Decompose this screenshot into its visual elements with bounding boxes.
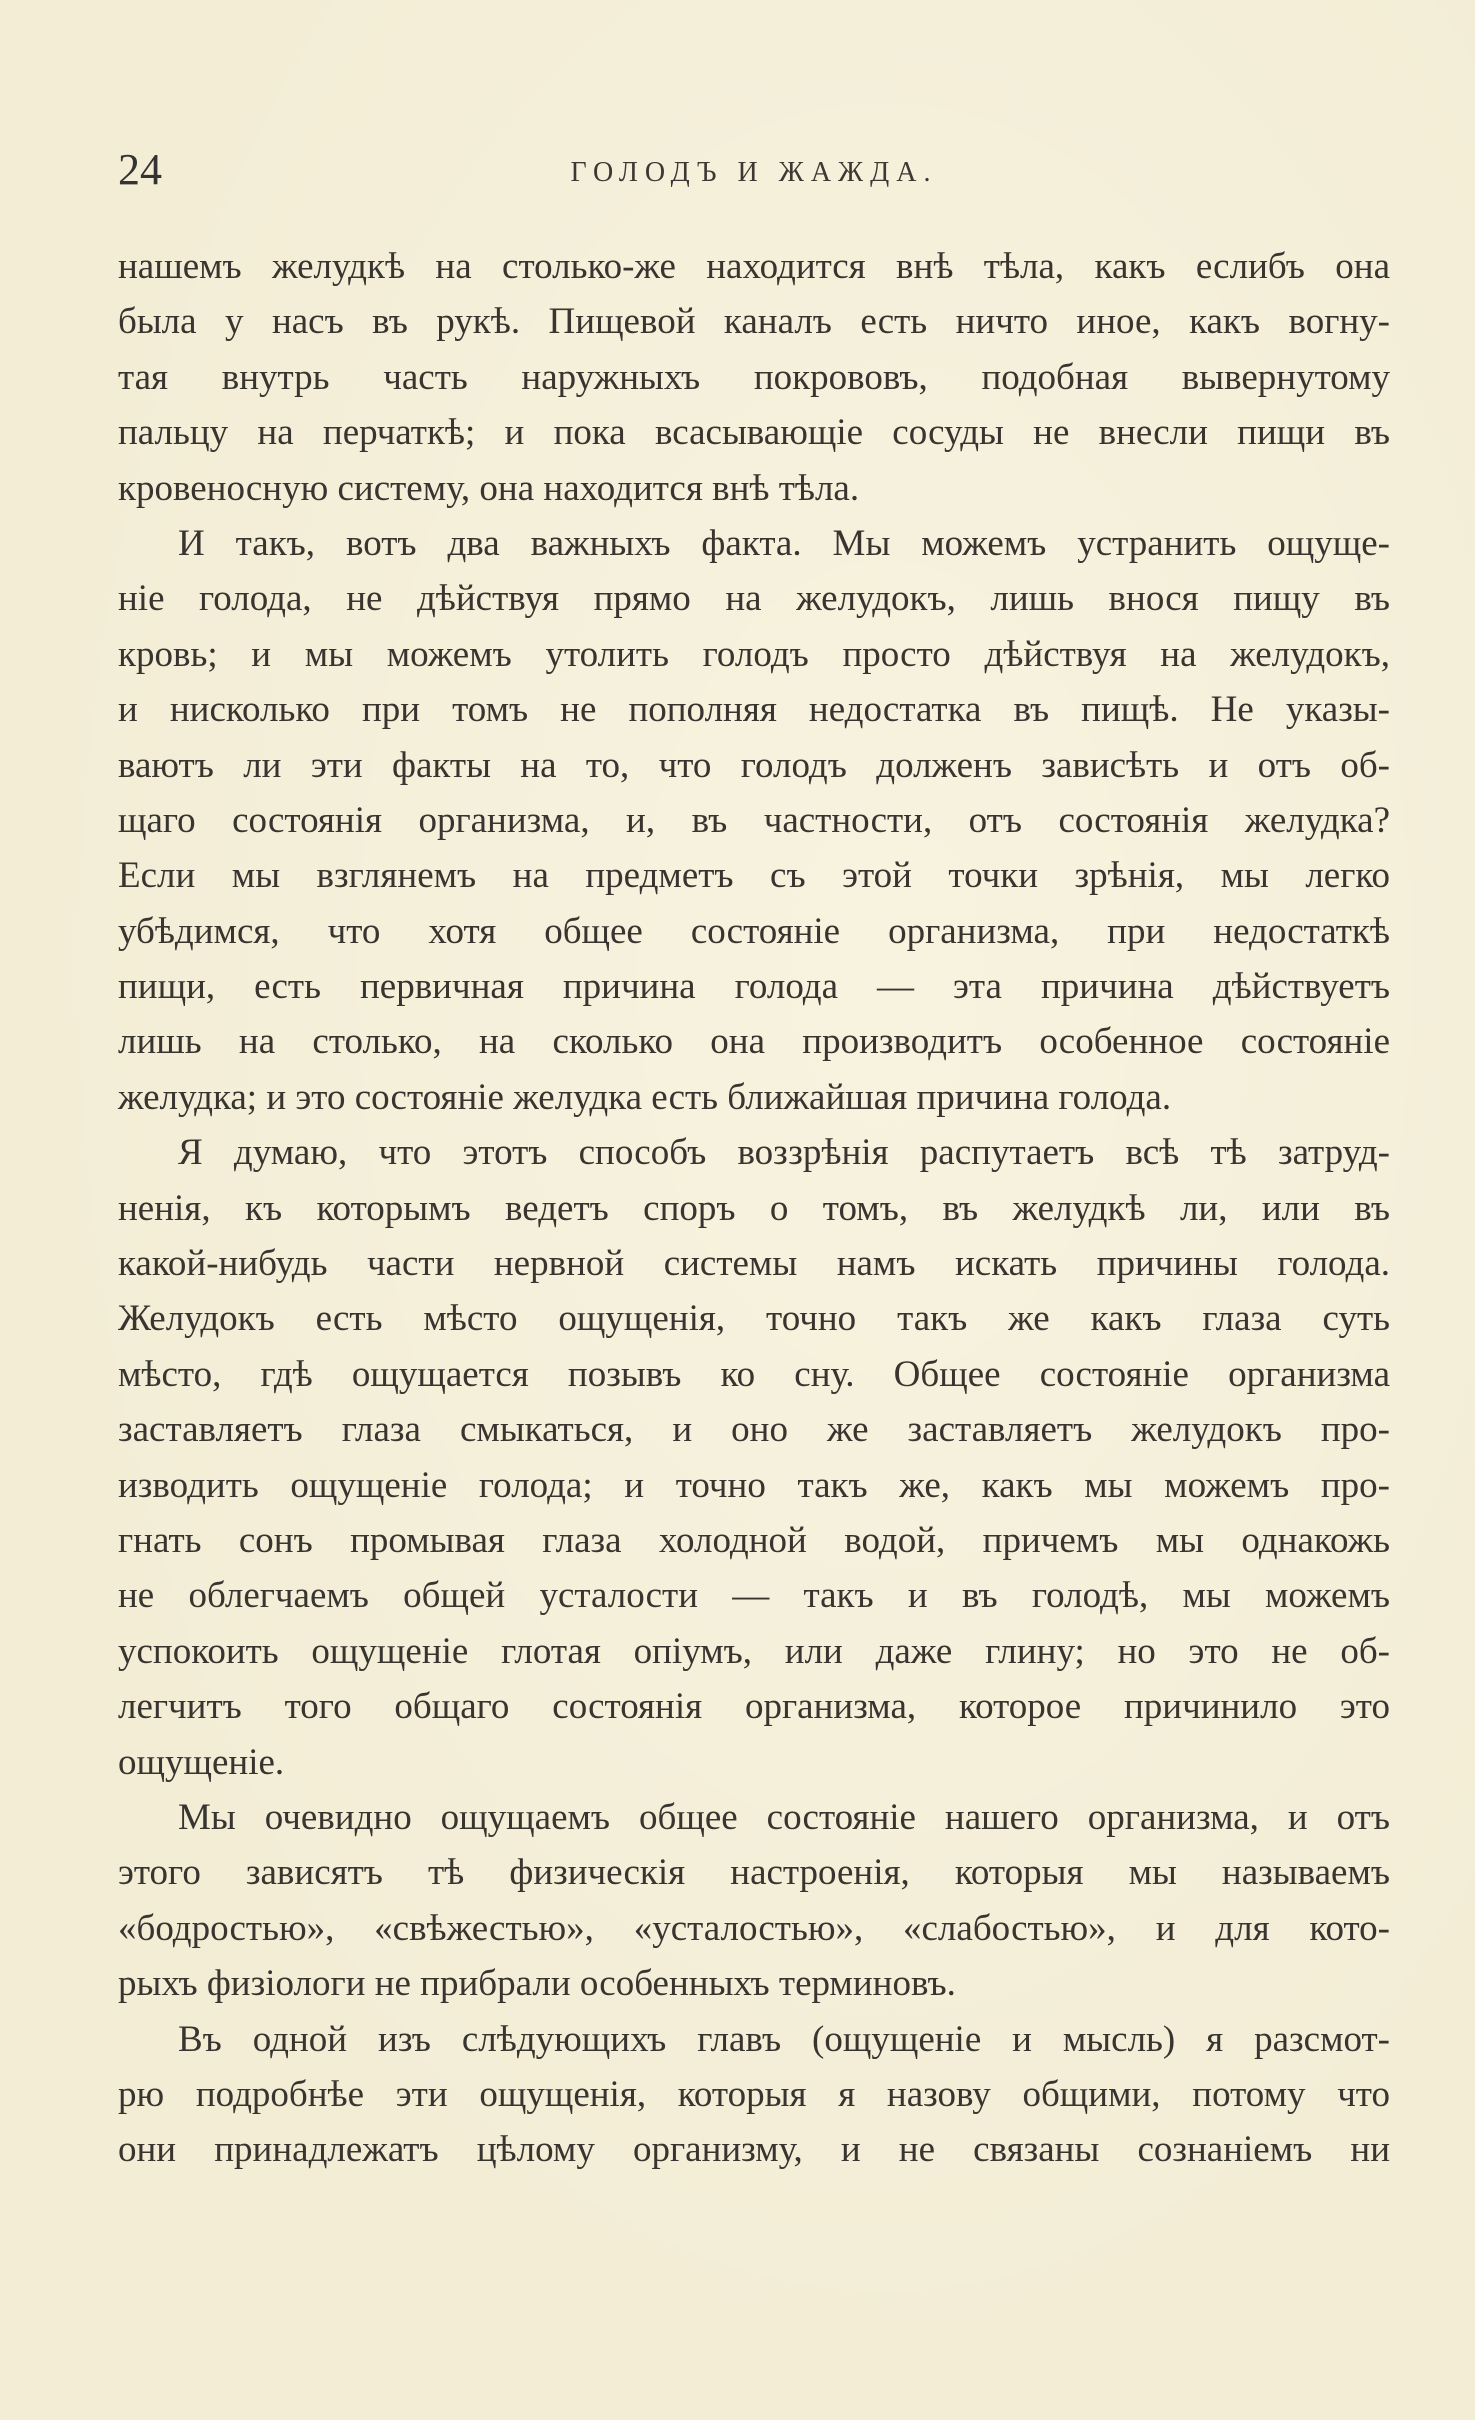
text-line: Я думаю, что этотъ способъ воззрѣнія распутаетъ всѣ тѣ затруд- (178, 1132, 1390, 1174)
text-line: Мы очевидно ощущаемъ общее состояніе нашего организма, и отъ (178, 1796, 1390, 1838)
text-line: ненія, къ которымъ ведетъ споръ о томъ, въ желудкѣ ли, или въ (118, 1187, 1390, 1229)
text-line: была у насъ въ рукѣ. Пищевой каналъ есть ничто иное, какъ вогну- (118, 301, 1390, 343)
text-line: желудка; и это состояніе желудка есть ближайшая причина голода. (118, 1076, 1172, 1118)
text-line: И такъ, вотъ два важныхъ факта. Мы можемъ устранить ощуще- (178, 522, 1390, 564)
text-line: успокоить ощущеніе глотая опіумъ, или даже глину; но это не об- (118, 1630, 1390, 1672)
text-line: «бодростью», «свѣжестью», «усталостью», «слабостью», и для кото- (118, 1907, 1390, 1949)
text-line: они принадлежатъ цѣлому организму, и не связаны сознаніемъ ни (118, 2129, 1390, 2171)
text-line: пищи, есть первичная причина голода — эта причина дѣйствуетъ (118, 966, 1390, 1008)
text-line: ніе голода, не дѣйствуя прямо на желудокъ, лишь внося пищу въ (118, 578, 1390, 620)
text-line: изводить ощущеніе голода; и точно такъ же, какъ мы можемъ про- (118, 1464, 1390, 1506)
text-line: убѣдимся, что хотя общее состояніе организма, при недостаткѣ (118, 910, 1390, 952)
text-line: рыхъ физіологи не прибрали особенныхъ терминовъ. (118, 1963, 956, 2005)
text-line: гнать сонъ промывая глаза холодной водой, причемъ мы однакожь (118, 1519, 1390, 1561)
body-text (118, 239, 1390, 2178)
page-number: 24 (118, 145, 162, 194)
text-line: кровеносную систему, она находится внѣ тѣла. (118, 467, 860, 509)
text-line: щаго состоянія организма, и, въ частности, отъ состоянія желудка? (118, 799, 1390, 841)
text-line: заставляетъ глаза смыкаться, и оно же заставляетъ желудокъ про- (118, 1409, 1390, 1451)
text-line: Если мы взглянемъ на предметъ съ этой точки зрѣнія, мы легко (118, 855, 1390, 897)
text-line: легчитъ того общаго состоянія организма, которое причинило это (118, 1686, 1390, 1728)
page-header (118, 140, 1390, 200)
text-line: не облегчаемъ общей усталости — такъ и въ голодѣ, мы можемъ (118, 1575, 1390, 1617)
text-line: какой-нибудь части нервной системы намъ искать причины голода. (118, 1243, 1390, 1285)
text-line: Желудокъ есть мѣсто ощущенія, точно такъ же какъ глаза суть (118, 1298, 1390, 1340)
text-line: тая внутрь часть наружныхъ покрововъ, подобная вывернутому (118, 356, 1390, 398)
text-line: мѣсто, гдѣ ощущается позывъ ко сну. Общее состояніе организма (118, 1353, 1390, 1395)
running-title: ГОЛОДЪ И ЖАЖДА. (570, 157, 938, 188)
text-line: ощущеніе. (118, 1741, 285, 1783)
text-line: этого зависятъ тѣ физическія настроенія, которыя мы называемъ (118, 1852, 1390, 1894)
text-line: ваютъ ли эти факты на то, что голодъ долженъ зависѣть и отъ об- (118, 744, 1390, 786)
text-line: лишь на столько, на сколько она производитъ особенное состояніе (118, 1021, 1390, 1063)
text-line: Въ одной изъ слѣдующихъ главъ (ощущеніе и мысль) я разсмот- (178, 2018, 1390, 2060)
text-line: пальцу на перчаткѣ; и пока всасывающіе сосуды не внесли пищи въ (118, 412, 1390, 454)
text-line: рю подробнѣе эти ощущенія, которыя я назову общими, потому что (118, 2073, 1390, 2115)
text-line: кровь; и мы можемъ утолить голодъ просто дѣйствуя на желудокъ, (118, 633, 1390, 675)
text-line: и нисколько при томъ не пополняя недостатка въ пищѣ. Не указы- (118, 689, 1390, 731)
text-line: нашемъ желудкѣ на столько-же находится внѣ тѣла, какъ еслибъ она (118, 246, 1390, 287)
